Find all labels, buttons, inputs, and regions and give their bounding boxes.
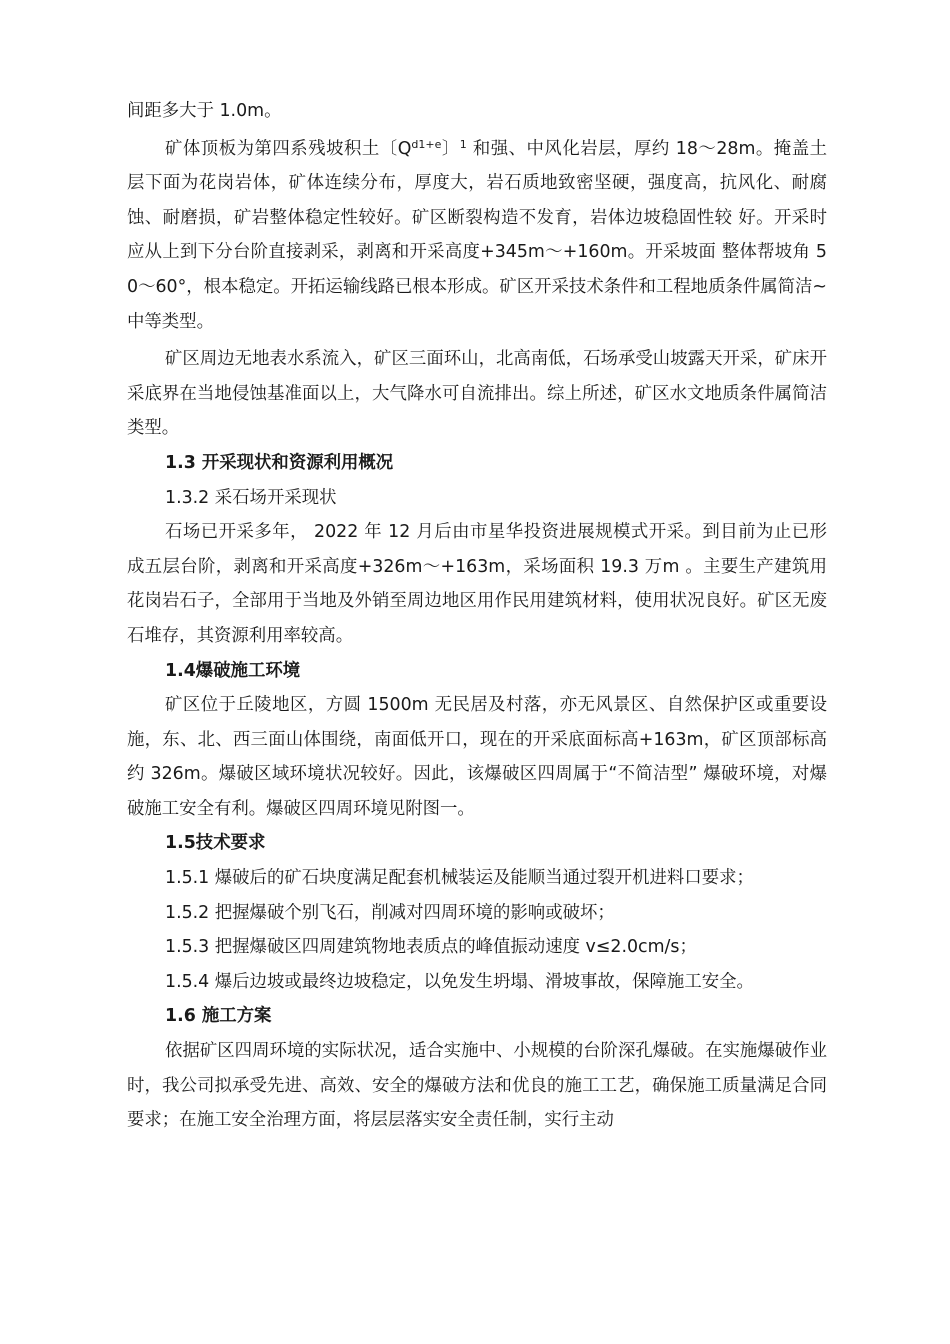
ore-roof-superscript-2: 1 — [459, 137, 467, 151]
paragraph-ore-roof — [127, 132, 827, 340]
heading-1-6: 1.6 施工方案 — [165, 1006, 272, 1027]
paragraph-continuation: 间距多大于 1.0m。 — [127, 101, 282, 121]
ore-roof-superscript: d1+e — [411, 137, 442, 151]
paragraph-quarry-status: 石场已开采多年， 2022 年 12 月后由市星华投资进展规模式开采。到目前为止已形成五层台阶，剥离和开采高度+326m～+163m，采场面积 19.3 万m 。主要生产建筑用花岗岩石子，全部用于当地及外销至周边地区用作民用建筑材料，使用状况良好。矿区无废石堆存，其资源利用率较高。 — [127, 522, 827, 646]
ore-roof-text-a: 矿体顶板为第四系残坡积土〔Q — [165, 138, 412, 159]
ore-roof-text-c: 和强、中风化岩层，厚约 18～28m。掩盖土层下面为花岗岩体，矿体连续分布，厚度大，岩石质地致密坚硬，强度高，抗风化、耐腐蚀、耐磨损，矿岩整体稳定性较好。矿区断裂构造不发育，岩体边坡稳固性较 好。开采时应从上到下分台阶直接剥采，剥离和开采高度+345m～+160m。开采坡面 整体帮坡角 50～60°，根本稳定。开拓运输线路已根本形成。矿区开采技术条件和工程地质条件属简洁~中等类型。 — [127, 138, 827, 332]
heading-1-3-2: 1.3.2 采石场开采现状 — [165, 487, 337, 508]
requirement-1-5-4: 1.5.4 爆后边坡或最终边坡稳定，以免发生坍塌、滑坡事故，保障施工安全。 — [165, 971, 754, 992]
paragraph-blasting-environment: 矿区位于丘陵地区，方圆 1500m 无民居及村落，亦无风景区、自然保护区或重要设施，东、北、西三面山体围绕，南面低开口，现在的开采底面标高+163m，矿区顶部标高约 326m。爆破区域环境状况较好。因此，该爆破区四周属于“不简洁型” 爆破环境，对爆破施工安全有利。爆破区四周环境见附图一。 — [127, 695, 827, 819]
paragraph-construction-plan: 依据矿区四周环境的实际状况，适合实施中、小规模的台阶深孔爆破。在实施爆破作业时，我公司拟承受先进、高效、安全的爆破方法和优良的施工工艺，确保施工质量满足合同要求；在施工安全治理方面，将层层落实安全责任制，实行主动 — [127, 1041, 827, 1131]
heading-1-5: 1.5技术要求 — [165, 833, 266, 854]
requirement-1-5-3: 1.5.3 把握爆破区四周建筑物地表质点的峰值振动速度 v≤2.0cm/s； — [165, 937, 697, 958]
requirement-1-5-1: 1.5.1 爆破后的矿石块度满足配套机械装运及能顺当通过裂开机进料口要求； — [165, 868, 754, 889]
ore-roof-text-b: 〕 — [441, 138, 460, 159]
document-body — [127, 94, 827, 1138]
requirement-1-5-2: 1.5.2 把握爆破个别飞石，削减对四周环境的影响或破坏； — [165, 902, 615, 923]
heading-1-4: 1.4爆破施工环境 — [165, 660, 301, 681]
paragraph-hydrology: 矿区周边无地表水系流入，矿区三面环山，北高南低，石场承受山坡露天开采，矿床开采底界在当地侵蚀基准面以上，大气降水可自流排出。综上所述，矿区水文地质条件属简洁类型。 — [127, 349, 827, 439]
heading-1-3: 1.3 开采现状和资源利用概况 — [165, 452, 394, 473]
